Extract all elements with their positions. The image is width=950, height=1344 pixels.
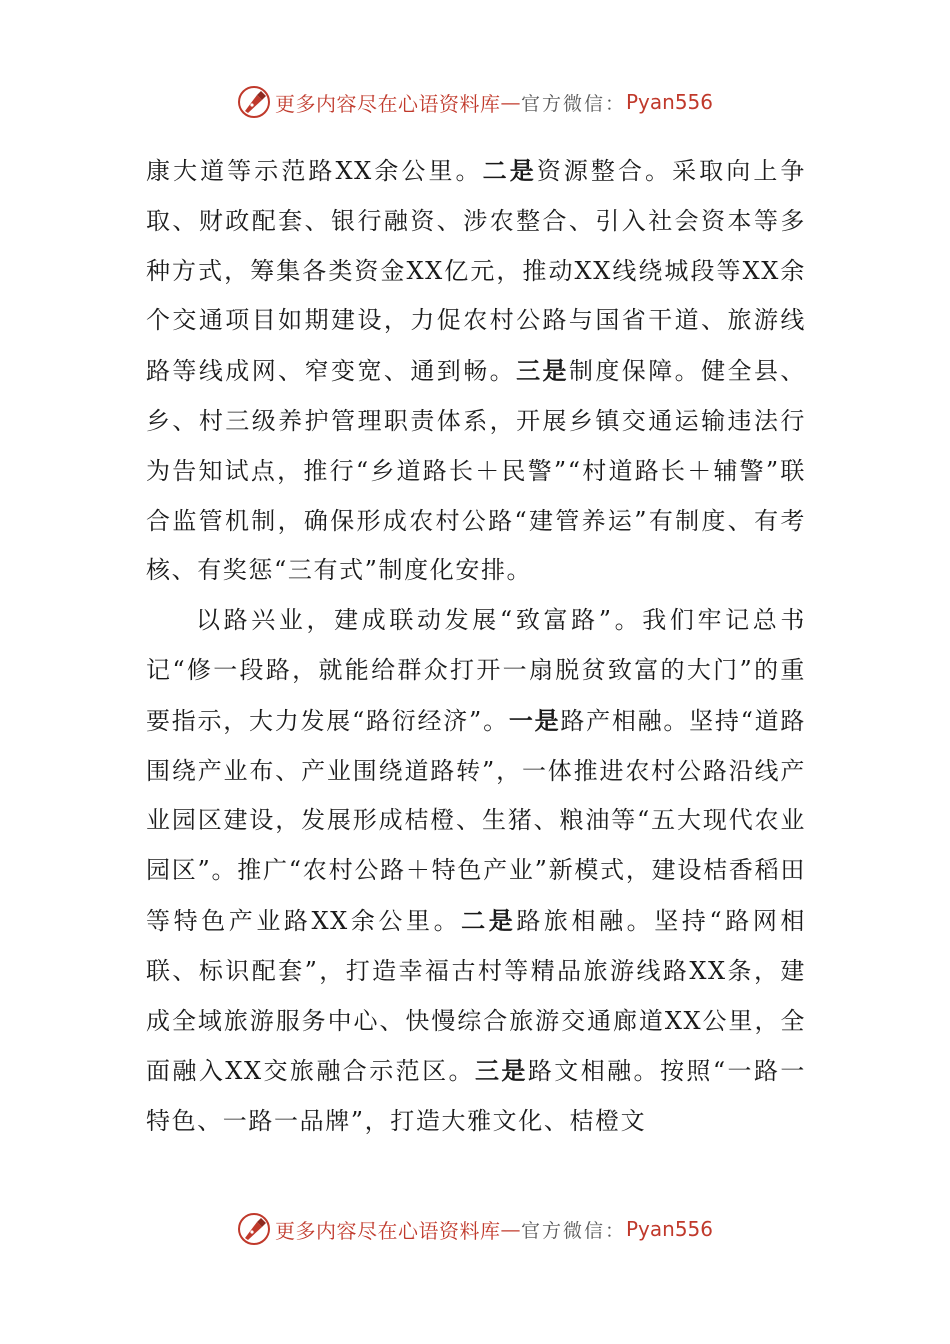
text-run: 康大道等示范路XX余公里。 — [146, 157, 483, 185]
banner-text: 更多内容尽在心语资料库 — [274, 91, 501, 116]
bold-lead-phrase: 二是 — [482, 156, 537, 185]
banner-wechat-label: 官方微信： — [520, 92, 626, 115]
banner-wechat-label: 官方微信： — [520, 1219, 626, 1242]
banner-text: 更多内容尽在心语资料库 — [274, 1218, 501, 1243]
pen-nib-logo-icon — [237, 85, 271, 119]
paragraph-1 — [146, 146, 806, 596]
document-body — [146, 146, 806, 1147]
pen-nib-logo-icon — [237, 1212, 271, 1246]
text-run: 以路兴业，建成联动发展“致富路”。我们牢记总书记“修一段路，就能给群众打开一扇脱贫致富的大门”的重要指示，大力发展“路衍经济”。 — [146, 606, 806, 735]
banner-wechat-id: Pyan556 — [626, 1217, 714, 1241]
paragraph-2 — [146, 596, 806, 1147]
banner-wechat-id: Pyan556 — [626, 90, 714, 114]
header-banner — [0, 82, 950, 122]
text-run: 路产相融。坚持“道路围绕产业布、产业围绕道路转”，一体推进农村公路沿线产业园区建设，发展形成桔橙、生猪、粮油等“五大现代农业园区”。推广“农村公路＋特色产业”新模式，建设桔香稻田等特色产业路XX余公里。 — [146, 706, 806, 935]
bold-lead-phrase: 三是 — [516, 356, 569, 386]
banner-dash: — — [500, 1217, 521, 1241]
bold-lead-phrase: 三是 — [474, 1056, 528, 1086]
text-run: 路旅相融。坚持“路网相联、标识配套”，打造幸福古村等精品旅游线路XX条，建成全域旅游服务中心、快慢综合旅游交通廊道XX公里，全面融入XX交旅融合示范区。 — [146, 906, 806, 1086]
bold-lead-phrase: 二是 — [461, 905, 517, 935]
text-run: 制度保障。健全县、乡、村三级养护管理职责体系，开展乡镇交通运输违法行为告知试点，推行“乡道路长＋民警”“村道路长＋辅警”联合监管机制，确保形成农村公路“建管养运”有制度、有考核、有奖惩“三有式”制度化安排。 — [146, 357, 806, 585]
text-run: 路文相融。按照“一路一特色、一路一品牌”，打造大雅文化、桔橙文 — [146, 1057, 807, 1136]
bold-lead-phrase: 一是 — [508, 705, 561, 735]
banner-dash: — — [500, 90, 521, 114]
text-run: 资源整合。采取向上争取、财政配套、银行融资、涉农整合、引入社会资本等多种方式，筹集各类资金XX亿元，推动XX线绕城段等XX余个交通项目如期建设，力促农村公路与国省干道、旅游线路等线成网、窄变宽、通到畅。 — [146, 157, 806, 386]
footer-banner — [0, 1209, 950, 1249]
